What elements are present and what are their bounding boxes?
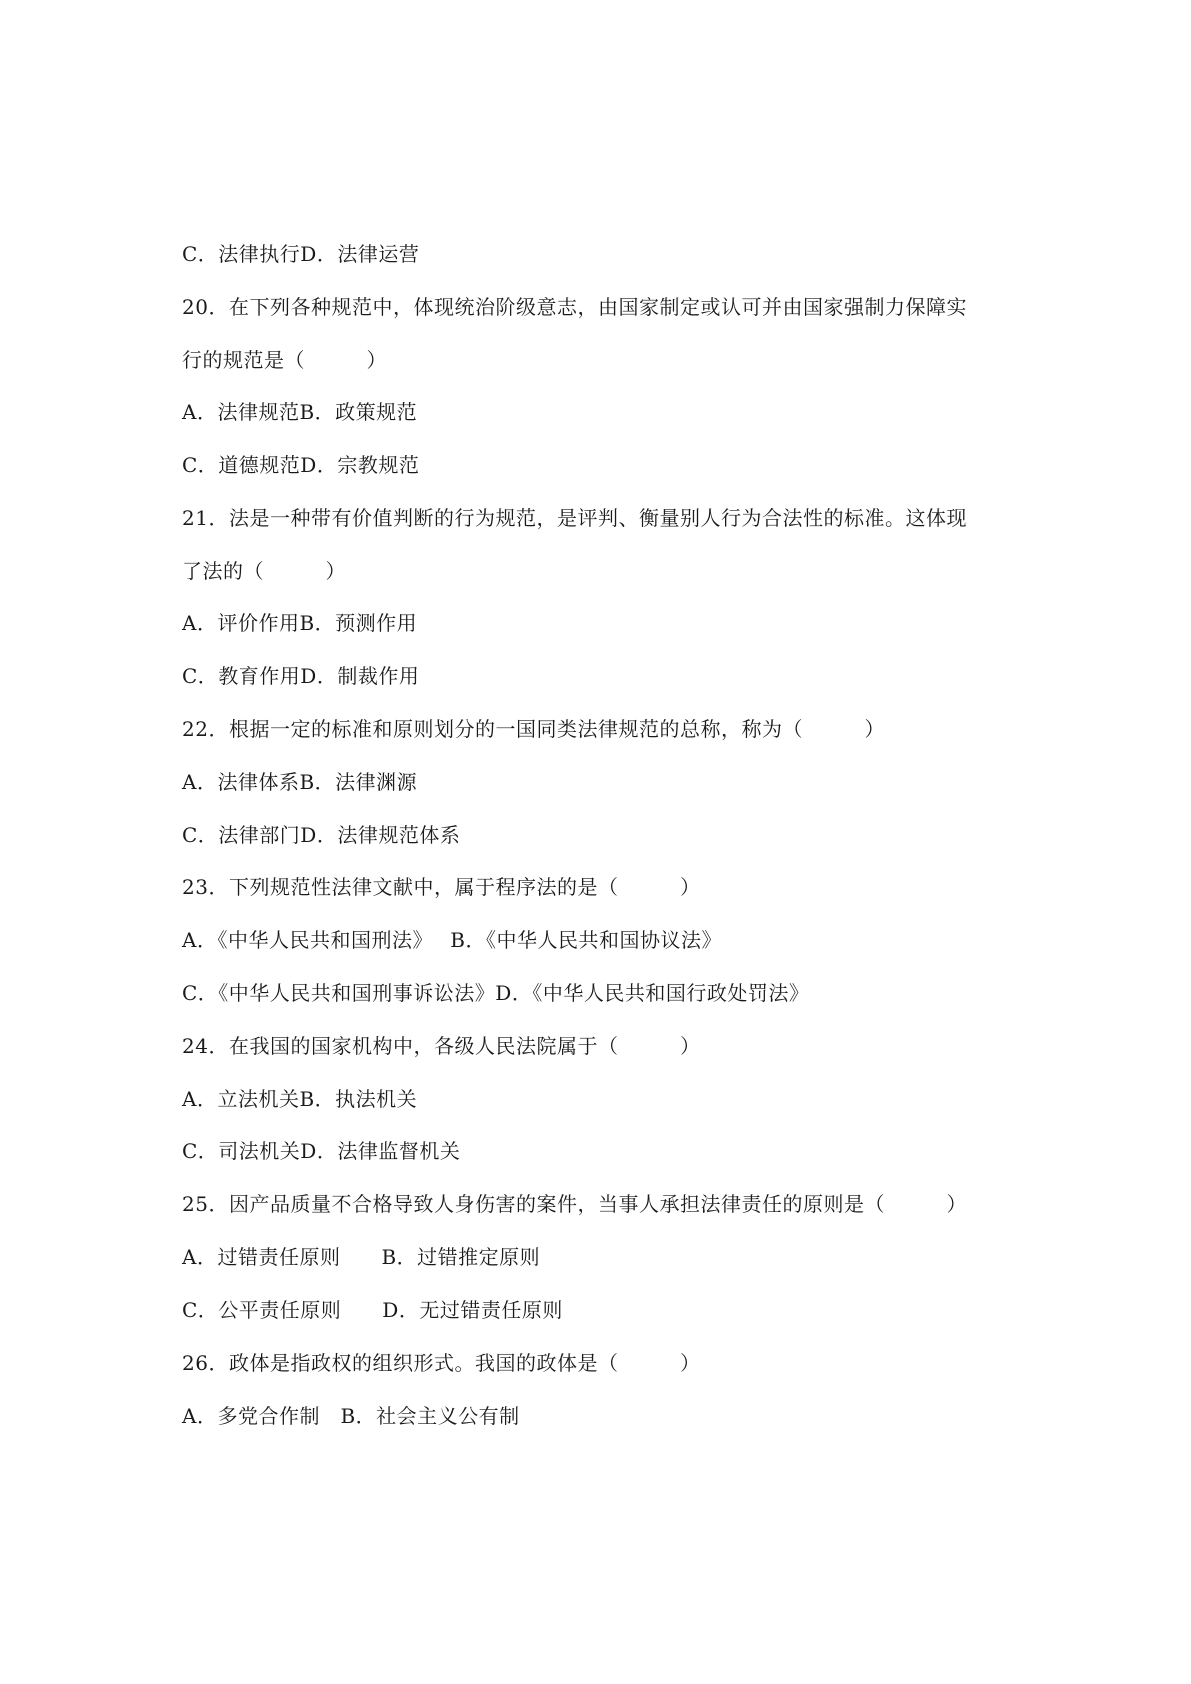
question-20-stem: 20．在下列各种规范中，体现统治阶级意志，由国家制定或认可并由国家强制力保障实	[182, 295, 967, 319]
question-25-options-cd: C．公平责任原则 D．无过错责任原则	[182, 1298, 563, 1322]
question-23-options-ab: A．《中华人民共和国刑法》 B．《中华人民共和国协议法》	[182, 928, 722, 952]
question-25-options-ab: A．过错责任原则 B．过错推定原则	[182, 1245, 541, 1269]
question-21-options-ab: A．评价作用B．预测作用	[182, 611, 418, 635]
question-21-stem: 21．法是一种带有价值判断的行为规范，是评判、衡量别人行为合法性的标准。这体现	[182, 506, 967, 530]
question-25-stem: 25．因产品质量不合格导致人身伤害的案件，当事人承担法律责任的原则是（ ）	[182, 1192, 967, 1216]
question-22-options-cd: C．法律部门D．法律规范体系	[182, 823, 461, 847]
question-23-stem: 23．下列规范性法律文献中，属于程序法的是（ ）	[182, 875, 701, 899]
question-20-options-ab: A．法律规范B．政策规范	[182, 400, 418, 424]
question-23-options-cd: C．《中华人民共和国刑事诉讼法》D．《中华人民共和国行政处罚法》	[182, 981, 810, 1005]
question-26-options-ab: A．多党合作制 B．社会主义公有制	[182, 1404, 520, 1428]
question-24-stem: 24．在我国的国家机构中，各级人民法院属于（ ）	[182, 1034, 701, 1058]
question-22-options-ab: A．法律体系B．法律渊源	[182, 770, 418, 794]
text-line: C．法律执行D．法律运营	[182, 242, 420, 266]
question-24-options-cd: C．司法机关D．法律监督机关	[182, 1139, 461, 1163]
question-22-stem: 22．根据一定的标准和原则划分的一国同类法律规范的总称，称为（ ）	[182, 717, 885, 741]
question-24-options-ab: A．立法机关B．执法机关	[182, 1087, 418, 1111]
question-26-stem: 26．政体是指政权的组织形式。我国的政体是（ ）	[182, 1351, 701, 1375]
question-21-options-cd: C．教育作用D．制裁作用	[182, 664, 420, 688]
question-21-stem-cont: 了法的（ ）	[182, 559, 346, 583]
question-20-options-cd: C．道德规范D．宗教规范	[182, 453, 420, 477]
question-20-stem-cont: 行的规范是（ ）	[182, 348, 387, 372]
